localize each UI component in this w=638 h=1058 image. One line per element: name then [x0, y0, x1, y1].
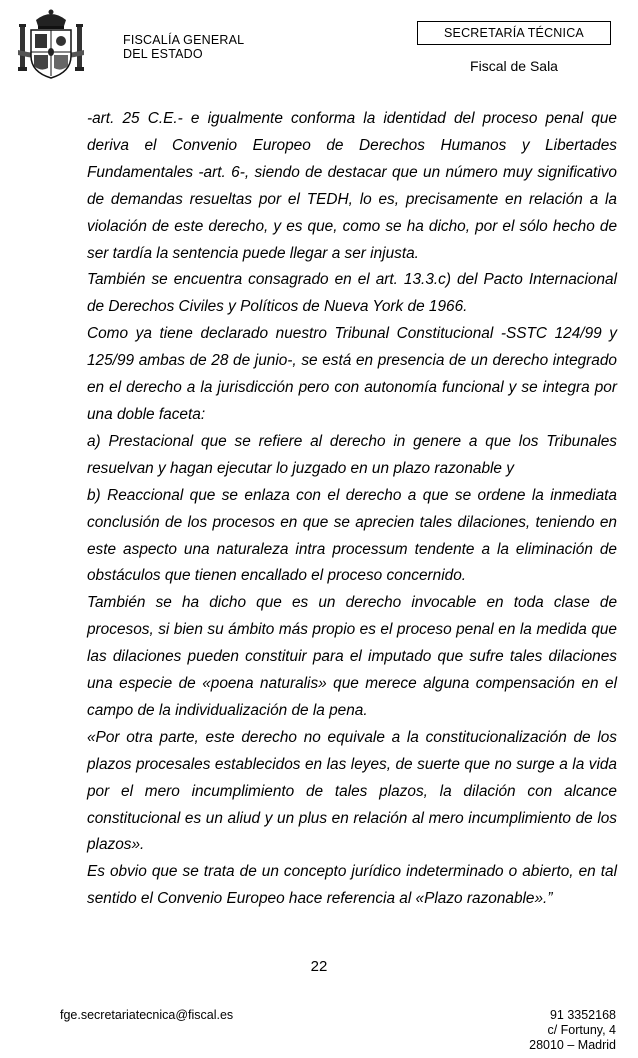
secretaria-tecnica-box: SECRETARÍA TÉCNICA — [417, 21, 611, 45]
footer-city: 28010 – Madrid — [529, 1038, 616, 1052]
footer-phone: 91 3352168 — [549, 1008, 616, 1022]
paragraph: -art. 25 C.E.- e igualmente conforma la identidad del proceso penal que deriva el Convenio Europeo de Derechos Humanos y Libertades Fundamentales -art. 6-, siendo de destacar que un número muy significativo de demandas resueltas por el TEDH, lo es, precisamente en relación a la violación de este derecho, y es que, como se ha dicho, por el sólo hecho de ser tardía la sentencia puede llegar a ser injusta. — [87, 110, 617, 262]
paragraph: Es obvio que se trata de un concepto jurídico indeterminado o abierto, en tal sentido el Convenio Europeo hace referencia al «Plazo razonable».” — [87, 863, 617, 908]
paragraph: También se encuentra consagrado en el art. 13.3.c) del Pacto Internacional de Derechos Civiles y Políticos de Nueva York de 1966. — [87, 271, 617, 316]
paragraph: También se ha dicho que es un derecho invocable en toda clase de procesos, si bien su ámbito más propio es el proceso penal en la medida que las dilaciones pueden constituir para el imputado que sufre tales dilaciones una especie de «poena naturalis» que merece alguna compensación en el campo de la individualización de la pena. — [87, 594, 617, 719]
org-line-2: DEL ESTADO — [123, 47, 203, 61]
page-number: 22 — [310, 958, 328, 975]
document-body — [87, 106, 617, 913]
footer-address — [529, 1008, 616, 1053]
paragraph: Como ya tiene declarado nuestro Tribunal Constitucional -SSTC 124/99 y 125/99 ambas de 28 de junio-, se está en presencia de un derecho integrado en el derecho a la jurisdicción pero con autonomía funcional y se integra por una doble faceta: — [87, 325, 617, 423]
coat-of-arms-icon — [16, 6, 86, 82]
paragraph: a) Prestacional que se refiere al derecho in genere a que los Tribunales resuelvan y hagan ejecutar lo juzgado en un plazo razonable y — [87, 432, 617, 477]
fiscal-de-sala-label: Fiscal de Sala — [470, 58, 558, 74]
paragraph: b) Reaccional que se enlaza con el derecho a que se ordene la inmediata conclusión de los procesos en que se aprecien tales dilaciones, teniendo en este aspecto una naturaleza intra processum tendente a la eliminación de obstáculos que tienen encallado el proceso concernido. — [87, 486, 617, 585]
org-line-1: FISCALÍA GENERAL — [123, 33, 245, 47]
organization-name — [123, 33, 244, 61]
footer-street: c/ Fortuny, 4 — [547, 1023, 616, 1037]
paragraph: «Por otra parte, este derecho no equivale a la constitucionalización de los plazos procesales establecidos en las leyes, de suerte que no surge a la vida por el mero incumplimiento de tales plazos, la dilación con alcance constitucional es un aliud y un plus en relación al mero incumplimiento de los plazos». — [87, 728, 617, 854]
footer-email: fge.secretariatecnica@fiscal.es — [60, 1008, 234, 1022]
